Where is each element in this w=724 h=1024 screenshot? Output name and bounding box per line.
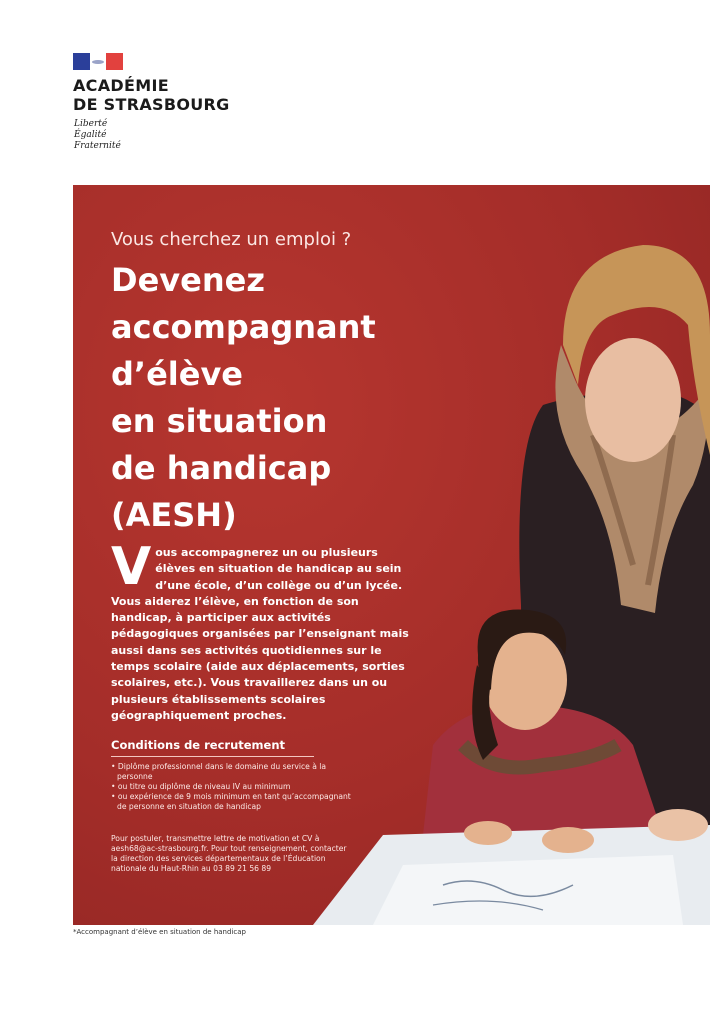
motto-fraternite: Fraternité [74,141,121,151]
motto-egalite: Égalité [74,130,107,140]
institution-name-line2: DE STRASBOURG [73,95,230,114]
conditions-list [111,762,351,812]
headline-line: d’élève [111,355,243,393]
intro-text: ous accompagnerez un ou plusieurs élèves en situation de handicap au sein d’une école, d’un collège ou d’un lycée. Vous aiderez l’élève, en fonction de son handicap, à participer aux activités pédagogiques organisées par l’enseignant mais aussi dans ses activités quotidiennes sur le temps scolaire (aide aux déplacements, sorties scolaires, etc.). Vous travaillerez dans un ou plusieurs établissements scolaires géographiquement proches. [111,546,409,722]
intro-dropcap: V [111,537,152,597]
motto-liberte: Liberté [74,119,108,129]
footnote-caption: *Accompagnant d’élève en situation de handicap [73,928,246,936]
headline [111,257,471,539]
headline-line: (AESH) [111,496,237,534]
condition-item: • Diplôme professionnel dans le domaine du service à la personne [111,762,327,781]
headline-line: de handicap [111,449,332,487]
intro-paragraph [111,537,421,724]
application-info: Pour postuler, transmettre lettre de motivation et CV à aesh68@ac-strasbourg.fr. Pour tout renseignement, contacter la direction des services départementaux de l’Éducation nationale du Haut-Rhin au 03 89 21 56 89 [111,834,347,873]
recruitment-poster [73,185,710,925]
headline-line: en situation [111,402,328,440]
tagline: Vous cherchez un emploi ? [111,229,352,250]
republic-motto [74,119,121,152]
headline-line: Devenez [111,261,265,299]
condition-item: • ou titre ou diplôme de niveau IV au minimum [111,782,291,791]
condition-item: • ou expérience de 9 mois minimum en tant qu’accompagnant de personne en situation de handicap [111,792,351,811]
conditions-divider [111,756,314,757]
republique-flag-logo [73,53,123,70]
conditions-title: Conditions de recrutement [111,738,286,752]
institution-name-line1: ACADÉMIE [73,76,169,95]
institution-name [73,76,230,114]
headline-line: accompagnant [111,308,376,346]
